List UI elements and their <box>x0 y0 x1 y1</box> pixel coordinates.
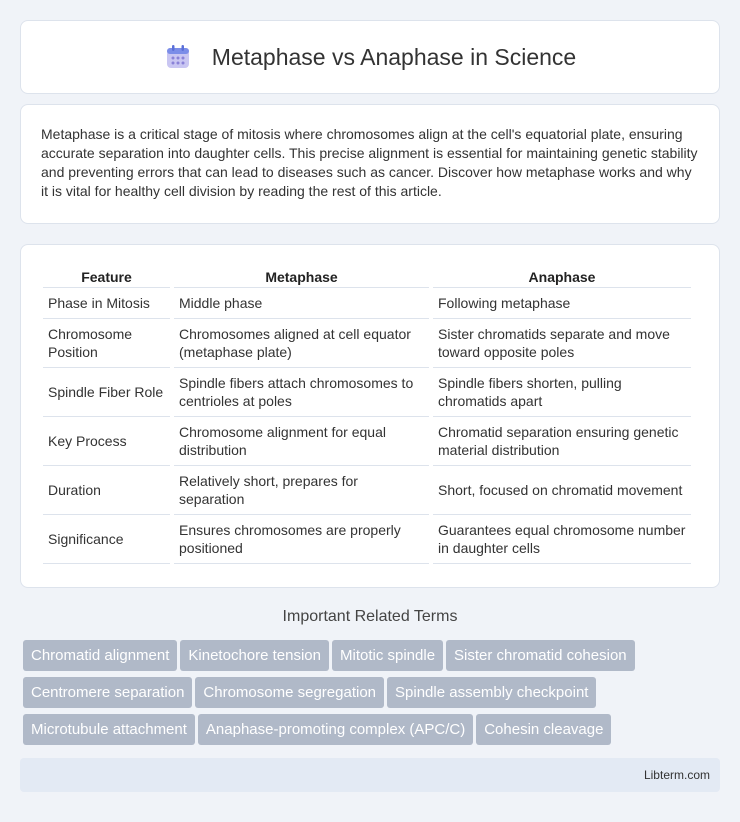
metaphase-cell: Middle phase <box>174 288 429 319</box>
comparison-card <box>20 244 720 588</box>
feature-cell: Phase in Mitosis <box>43 288 170 319</box>
feature-cell: Key Process <box>43 417 170 466</box>
related-term-tag[interactable]: Spindle assembly checkpoint <box>387 677 596 708</box>
anaphase-cell: Sister chromatids separate and move toward opposite poles <box>433 319 691 368</box>
table-row <box>43 515 691 564</box>
related-term-tag[interactable]: Sister chromatid cohesion <box>446 640 635 671</box>
table-row <box>43 417 691 466</box>
header-metaphase: Metaphase <box>174 263 429 288</box>
anaphase-cell: Spindle fibers shorten, pulling chromatids apart <box>433 368 691 417</box>
related-term-tag[interactable]: Centromere separation <box>23 677 192 708</box>
related-term-tag[interactable]: Cohesin cleavage <box>476 714 611 745</box>
related-term-tag[interactable]: Kinetochore tension <box>180 640 329 671</box>
table-row <box>43 466 691 515</box>
header-card <box>20 20 720 94</box>
table-row <box>43 288 691 319</box>
footer-site-link[interactable]: Libterm.com <box>643 768 710 782</box>
table-row <box>43 319 691 368</box>
metaphase-cell: Ensures chromosomes are properly positioned <box>174 515 429 564</box>
page-title: Metaphase vs Anaphase in Science <box>211 43 577 70</box>
feature-cell: Duration <box>43 466 170 515</box>
related-terms-title: Important Related Terms <box>282 608 458 625</box>
related-term-tag[interactable]: Chromosome segregation <box>195 677 384 708</box>
header-feature: Feature <box>43 263 170 288</box>
related-terms-list <box>23 640 723 751</box>
intro-card <box>20 104 720 224</box>
anaphase-cell: Guarantees equal chromosome number in daughter cells <box>433 515 691 564</box>
feature-cell: Chromosome Position <box>43 319 170 368</box>
related-term-tag[interactable]: Anaphase-promoting complex (APC/C) <box>198 714 473 745</box>
metaphase-cell: Chromosomes aligned at cell equator (metaphase plate) <box>174 319 429 368</box>
feature-cell: Spindle Fiber Role <box>43 368 170 417</box>
intro-text: Metaphase is a critical stage of mitosis where chromosomes align at the cell's equatorial plate, ensuring accurate separation into daughter cells. This precise alignment is essential for maintaining genetic stability and preventing errors that can lead to diseases such as cancer. Discover how metaphase works and why it is vital for healthy cell division by reading the rest of this article. <box>41 126 698 199</box>
header-anaphase: Anaphase <box>433 263 691 288</box>
feature-cell: Significance <box>43 515 170 564</box>
related-term-tag[interactable]: Microtubule attachment <box>23 714 195 745</box>
metaphase-cell: Relatively short, prepares for separation <box>174 466 429 515</box>
footer <box>20 758 720 792</box>
related-term-tag[interactable]: Chromatid alignment <box>23 640 177 671</box>
table-header-row <box>43 263 691 288</box>
metaphase-cell: Chromosome alignment for equal distribution <box>174 417 429 466</box>
metaphase-cell: Spindle fibers attach chromosomes to centrioles at poles <box>174 368 429 417</box>
related-term-tag[interactable]: Mitotic spindle <box>332 640 443 671</box>
anaphase-cell: Chromatid separation ensuring genetic material distribution <box>433 417 691 466</box>
table-row <box>43 368 691 417</box>
anaphase-cell: Short, focused on chromatid movement <box>433 466 691 515</box>
comparison-table <box>39 263 695 564</box>
anaphase-cell: Following metaphase <box>433 288 691 319</box>
calendar-icon <box>164 43 192 71</box>
